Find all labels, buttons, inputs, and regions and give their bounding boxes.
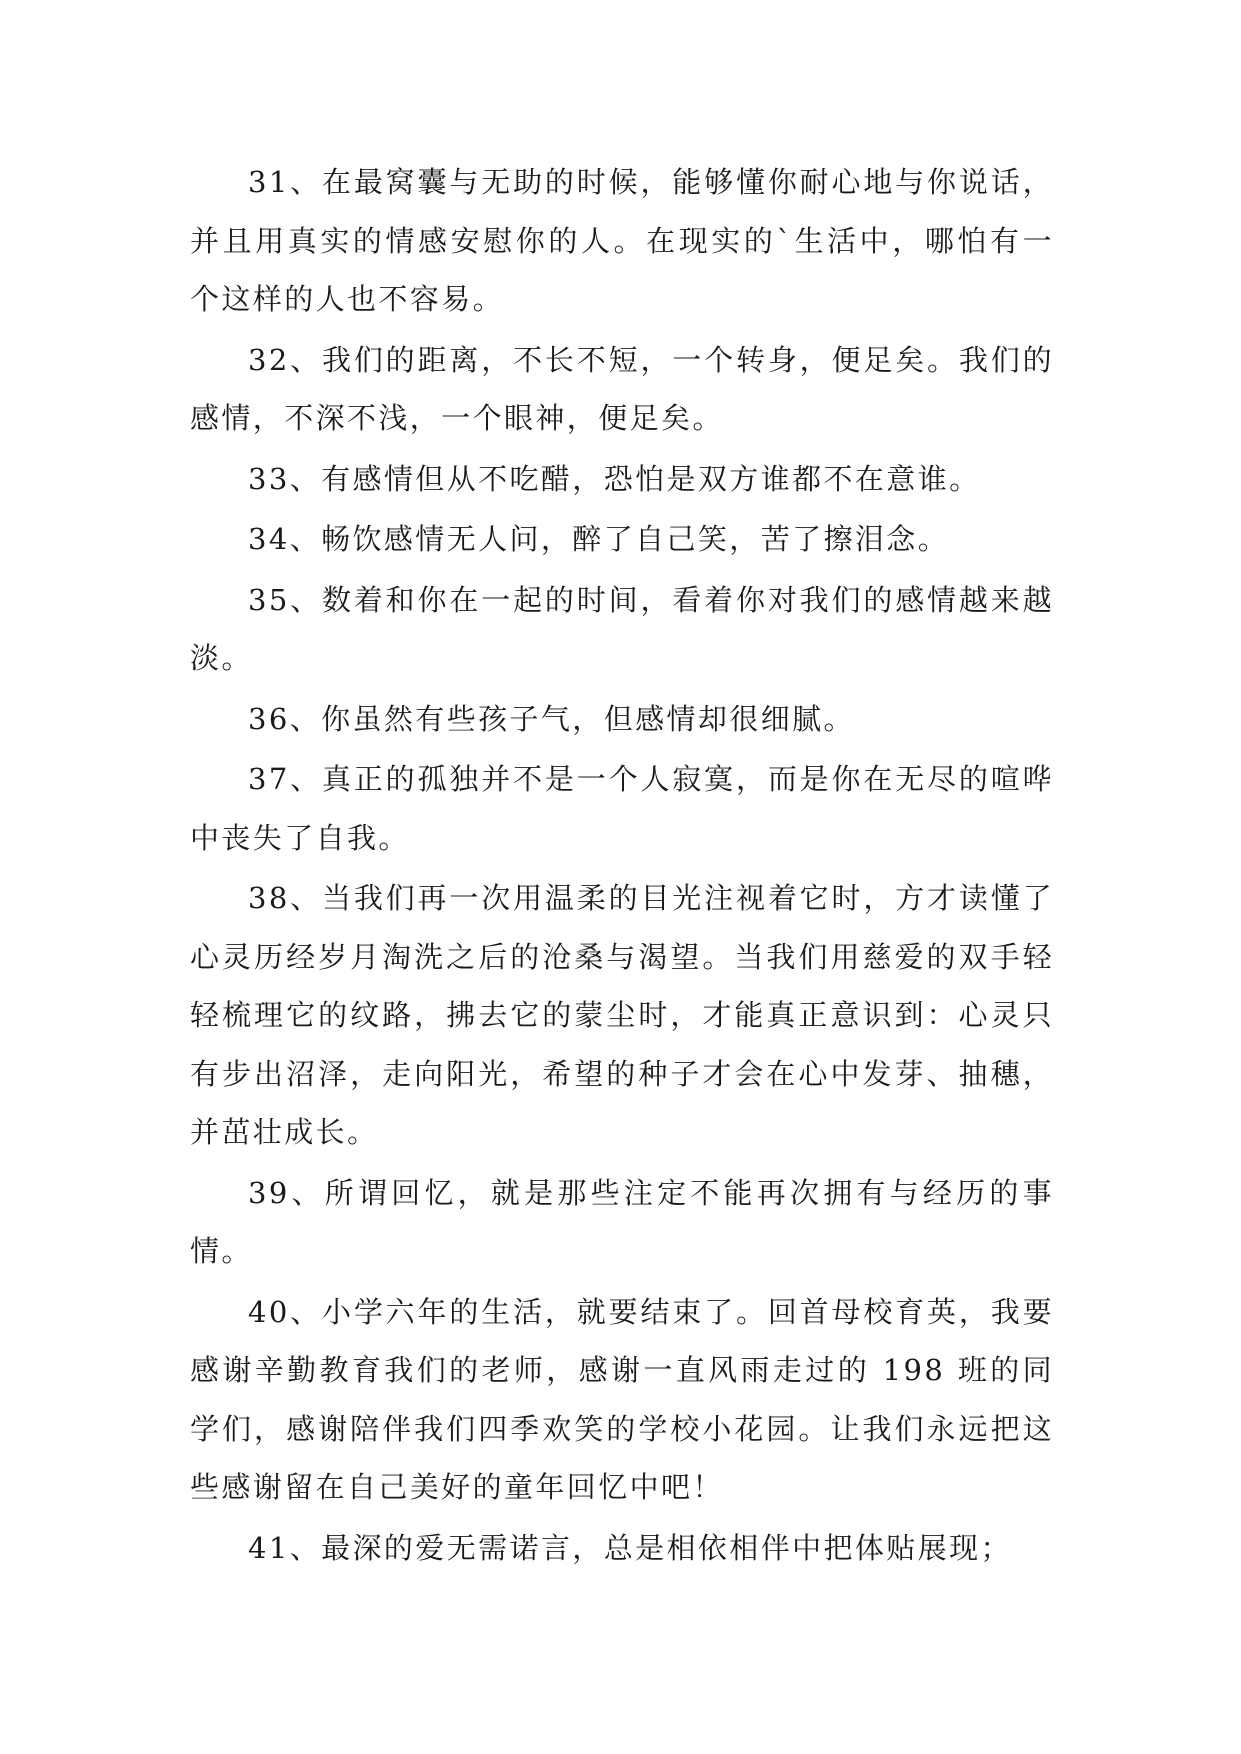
document-body [190,153,1054,1579]
paragraph-32: 32、我们的距离，不长不短，一个转身，便足矣。我们的感情，不深不浅，一个眼神，便足矣。 [190,342,1054,435]
paragraph-38: 38、当我们再一次用温柔的目光注视着它时，方才读懂了心灵历经岁月淘洗之后的沧桑与渴望。当我们用慈爱的双手轻轻梳理它的纹路，拂去它的蒙尘时，才能真正意识到：心灵只有步出沼泽，走向阳光，希望的种子才会在心中发芽、抽穗，并茁壮成长。 [190,881,1054,1149]
paragraph-37: 37、真正的孤独并不是一个人寂寞，而是你在无尽的喧哗中丧失了自我。 [190,762,1054,855]
paragraph-39: 39、所谓回忆，就是那些注定不能再次拥有与经历的事情。 [190,1175,1054,1268]
paragraph-35: 35、数着和你在一起的时间，看着你对我们的感情越来越淡。 [190,582,1054,675]
paragraph-40: 40、小学六年的生活，就要结束了。回首母校育英，我要感谢辛勤教育我们的老师，感谢一直风雨走过的 198 班的同学们，感谢陪伴我们四季欢笑的学校小花园。让我们永远把这些感谢留在自己美好的童年回忆中吧！ [190,1294,1054,1504]
paragraph-31: 31、在最窝囊与无助的时候，能够懂你耐心地与你说话，并且用真实的情感安慰你的人。在现实的`生活中，哪怕有一个这样的人也不容易。 [190,165,1054,316]
paragraph-36: 36、你虽然有些孩子气，但感情却很细腻。 [248,701,855,736]
paragraph-33: 33、有感情但从不吃醋，恐怕是双方谁都不在意谁。 [248,461,981,496]
paragraph-41: 41、最深的爱无需诺言，总是相依相伴中把体贴展现； [248,1530,1012,1565]
paragraph-34: 34、畅饮感情无人问，醉了自己笑，苦了擦泪念。 [248,522,950,556]
